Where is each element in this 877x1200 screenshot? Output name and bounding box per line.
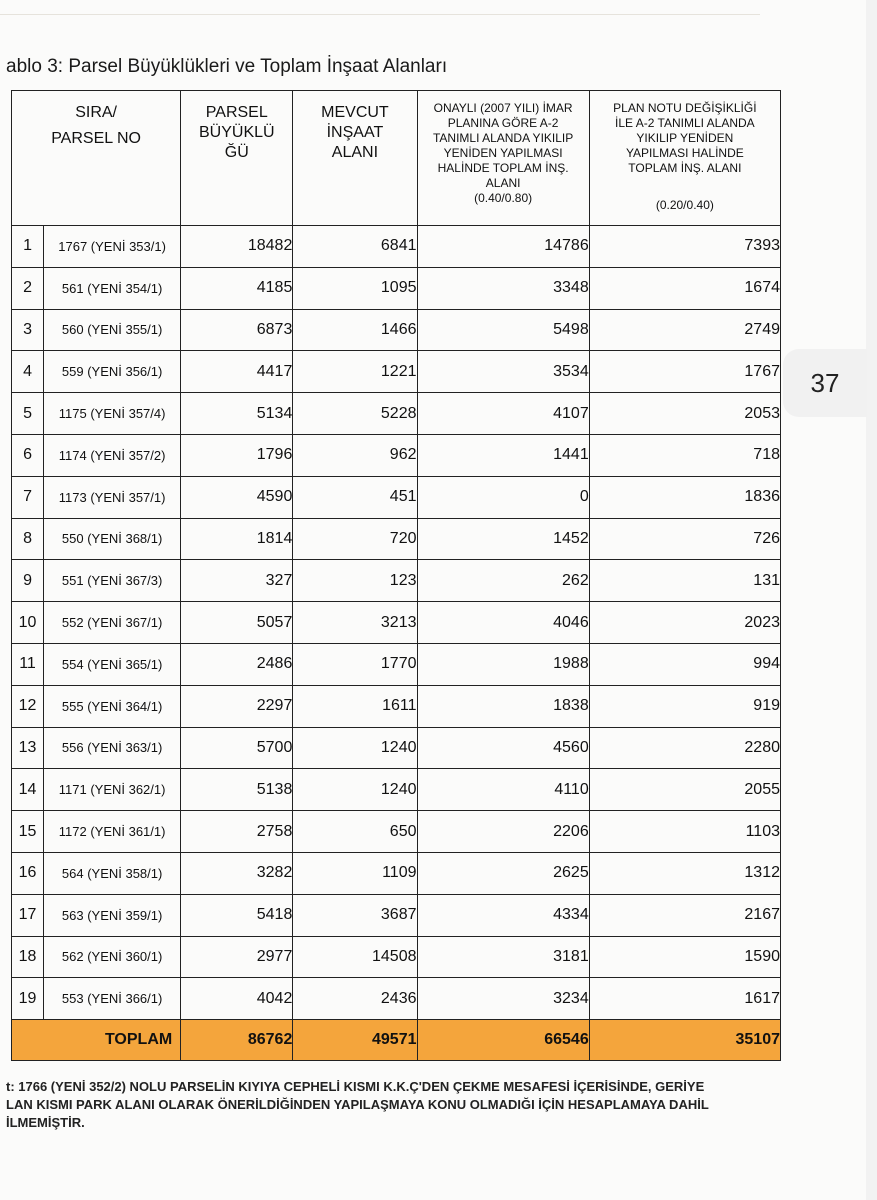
- parsel-size-cell: 4185: [181, 267, 293, 309]
- mevcut-cell: 650: [293, 811, 417, 853]
- plan-cell: 2280: [589, 727, 780, 769]
- onayli-cell: 14786: [417, 226, 589, 268]
- parsel-size-cell: 5418: [181, 894, 293, 936]
- table-row: [12, 393, 781, 435]
- sira-cell: 19: [12, 978, 44, 1020]
- parsel-size-cell: 18482: [181, 226, 293, 268]
- footnote-line: İLMEMİŞTİR.: [6, 1115, 85, 1130]
- header-sira-line1: SIRA/: [75, 104, 117, 121]
- page-number-indicator: 37: [783, 349, 867, 417]
- parsel-no-cell: 560 (YENİ 355/1): [44, 309, 181, 351]
- onayli-cell: 3534: [417, 351, 589, 393]
- header-onayli: [417, 91, 589, 226]
- plan-cell: 1767: [589, 351, 780, 393]
- total-mevcut: 49571: [293, 1020, 417, 1061]
- parcel-table: [11, 90, 781, 1061]
- mevcut-cell: 962: [293, 434, 417, 476]
- parsel-no-cell: 1174 (YENİ 357/2): [44, 434, 181, 476]
- parsel-no-cell: 562 (YENİ 360/1): [44, 936, 181, 978]
- parsel-size-cell: 2486: [181, 643, 293, 685]
- top-header-faded: [30, 0, 750, 6]
- parsel-no-cell: 555 (YENİ 364/1): [44, 685, 181, 727]
- onayli-cell: 1452: [417, 518, 589, 560]
- table-row: [12, 643, 781, 685]
- parsel-size-cell: 3282: [181, 852, 293, 894]
- table-row: [12, 727, 781, 769]
- header-row: [12, 91, 781, 226]
- plan-cell: 2167: [589, 894, 780, 936]
- footnote-line: t: 1766 (YENİ 352/2) NOLU PARSELİN KIYIYA CEPHELİ KISMI K.K.Ç'DEN ÇEKME MESAFESİ İÇERİSİNDE, GERİYE: [6, 1079, 705, 1094]
- parsel-no-cell: 553 (YENİ 366/1): [44, 978, 181, 1020]
- parsel-size-cell: 5700: [181, 727, 293, 769]
- onayli-cell: 4107: [417, 393, 589, 435]
- sira-cell: 10: [12, 602, 44, 644]
- mevcut-cell: 3687: [293, 894, 417, 936]
- plan-cell: 1836: [589, 476, 780, 518]
- parsel-size-cell: 1796: [181, 434, 293, 476]
- total-label: TOPLAM: [12, 1020, 181, 1061]
- header-plan: [589, 91, 780, 226]
- mevcut-cell: 1221: [293, 351, 417, 393]
- plan-cell: 2023: [589, 602, 780, 644]
- onayli-cell: 2625: [417, 852, 589, 894]
- sira-cell: 18: [12, 936, 44, 978]
- parsel-no-cell: 1767 (YENİ 353/1): [44, 226, 181, 268]
- header-plan-ratio: (0.20/0.40): [655, 198, 714, 212]
- mevcut-cell: 6841: [293, 226, 417, 268]
- parsel-no-cell: 564 (YENİ 358/1): [44, 852, 181, 894]
- header-mevcut-text: MEVCUT İNŞAAT ALANI: [321, 104, 389, 161]
- sira-cell: 12: [12, 685, 44, 727]
- table-row: [12, 351, 781, 393]
- table-row: [12, 852, 781, 894]
- table-row: [12, 602, 781, 644]
- sira-cell: 1: [12, 226, 44, 268]
- sira-cell: 16: [12, 852, 44, 894]
- sira-cell: 13: [12, 727, 44, 769]
- header-sira: [12, 91, 181, 226]
- sira-cell: 8: [12, 518, 44, 560]
- parsel-no-cell: 561 (YENİ 354/1): [44, 267, 181, 309]
- sira-cell: 3: [12, 309, 44, 351]
- plan-cell: 718: [589, 434, 780, 476]
- parsel-no-cell: 1173 (YENİ 357/1): [44, 476, 181, 518]
- parsel-size-cell: 4590: [181, 476, 293, 518]
- parsel-size-cell: 327: [181, 560, 293, 602]
- plan-cell: 1312: [589, 852, 780, 894]
- onayli-cell: 3348: [417, 267, 589, 309]
- table-footnote: [6, 1078, 796, 1132]
- parsel-no-cell: 563 (YENİ 359/1): [44, 894, 181, 936]
- parsel-size-cell: 2977: [181, 936, 293, 978]
- plan-cell: 2055: [589, 769, 780, 811]
- table-row: [12, 267, 781, 309]
- parsel-no-cell: 556 (YENİ 363/1): [44, 727, 181, 769]
- header-sira-line2: PARSEL NO: [51, 130, 141, 147]
- parsel-size-cell: 4042: [181, 978, 293, 1020]
- plan-cell: 1674: [589, 267, 780, 309]
- table-row: [12, 560, 781, 602]
- onayli-cell: 3181: [417, 936, 589, 978]
- onayli-cell: 1988: [417, 643, 589, 685]
- plan-cell: 726: [589, 518, 780, 560]
- mevcut-cell: 2436: [293, 978, 417, 1020]
- table-row: [12, 518, 781, 560]
- parsel-size-cell: 1814: [181, 518, 293, 560]
- mevcut-cell: 1770: [293, 643, 417, 685]
- viewer-margin: [866, 0, 877, 1200]
- mevcut-cell: 1611: [293, 685, 417, 727]
- sira-cell: 17: [12, 894, 44, 936]
- table-row: [12, 309, 781, 351]
- plan-cell: 2053: [589, 393, 780, 435]
- plan-cell: 1590: [589, 936, 780, 978]
- sira-cell: 4: [12, 351, 44, 393]
- parsel-no-cell: 1172 (YENİ 361/1): [44, 811, 181, 853]
- table-row: [12, 226, 781, 268]
- header-mevcut: [293, 91, 417, 226]
- parsel-size-cell: 2297: [181, 685, 293, 727]
- sira-cell: 5: [12, 393, 44, 435]
- table-row: [12, 811, 781, 853]
- plan-cell: 7393: [589, 226, 780, 268]
- onayli-cell: 0: [417, 476, 589, 518]
- table-row: [12, 936, 781, 978]
- mevcut-cell: 3213: [293, 602, 417, 644]
- mevcut-cell: 720: [293, 518, 417, 560]
- sira-cell: 11: [12, 643, 44, 685]
- table-body: [12, 226, 781, 1061]
- mevcut-cell: 1466: [293, 309, 417, 351]
- parsel-size-cell: 4417: [181, 351, 293, 393]
- table-row: [12, 769, 781, 811]
- onayli-cell: 2206: [417, 811, 589, 853]
- onayli-cell: 262: [417, 560, 589, 602]
- sira-cell: 7: [12, 476, 44, 518]
- plan-cell: 131: [589, 560, 780, 602]
- header-parsel: [181, 91, 293, 226]
- total-parsel: 86762: [181, 1020, 293, 1061]
- parsel-no-cell: 552 (YENİ 367/1): [44, 602, 181, 644]
- plan-cell: 994: [589, 643, 780, 685]
- sira-cell: 14: [12, 769, 44, 811]
- table-row: [12, 476, 781, 518]
- onayli-cell: 4046: [417, 602, 589, 644]
- mevcut-cell: 1240: [293, 769, 417, 811]
- header-onayli-text: ONAYLI (2007 YILI) İMAR PLANINA GÖRE A-2 TANIMLI ALANDA YIKILIP YENİDEN YAPILMASI HALİNDE TOPLAM İNŞ. ALANI: [432, 101, 574, 190]
- parsel-no-cell: 551 (YENİ 367/3): [44, 560, 181, 602]
- header-rule: [0, 14, 760, 15]
- sira-cell: 6: [12, 434, 44, 476]
- mevcut-cell: 14508: [293, 936, 417, 978]
- onayli-cell: 5498: [417, 309, 589, 351]
- parsel-no-cell: 1175 (YENİ 357/4): [44, 393, 181, 435]
- onayli-cell: 4110: [417, 769, 589, 811]
- sira-cell: 15: [12, 811, 44, 853]
- table-row: [12, 894, 781, 936]
- plan-cell: 919: [589, 685, 780, 727]
- mevcut-cell: 5228: [293, 393, 417, 435]
- onayli-cell: 4334: [417, 894, 589, 936]
- total-row: [12, 1020, 781, 1061]
- total-plan: 35107: [589, 1020, 780, 1061]
- header-parsel-text: PARSEL BÜYÜKLÜ ĞÜ: [198, 104, 275, 161]
- header-onayli-ratio: (0.40/0.80): [474, 191, 533, 205]
- mevcut-cell: 1095: [293, 267, 417, 309]
- table-row: [12, 434, 781, 476]
- table-row: [12, 978, 781, 1020]
- plan-cell: 1103: [589, 811, 780, 853]
- parsel-size-cell: 2758: [181, 811, 293, 853]
- parsel-size-cell: 5134: [181, 393, 293, 435]
- onayli-cell: 3234: [417, 978, 589, 1020]
- mevcut-cell: 1109: [293, 852, 417, 894]
- plan-cell: 2749: [589, 309, 780, 351]
- parsel-size-cell: 6873: [181, 309, 293, 351]
- parsel-size-cell: 5057: [181, 602, 293, 644]
- parsel-no-cell: 554 (YENİ 365/1): [44, 643, 181, 685]
- parsel-no-cell: 559 (YENİ 356/1): [44, 351, 181, 393]
- table-title: ablo 3: Parsel Büyüklükleri ve Toplam İnşaat Alanları: [6, 56, 448, 77]
- parsel-no-cell: 550 (YENİ 368/1): [44, 518, 181, 560]
- footnote-line: LAN KISMI PARK ALANI OLARAK ÖNERİLDİĞİNDEN YAPILAŞMAYA KONU OLMADIĞI İÇİN HESAPLAMAYA DAHİL: [6, 1097, 709, 1112]
- onayli-cell: 4560: [417, 727, 589, 769]
- onayli-cell: 1838: [417, 685, 589, 727]
- parsel-no-cell: 1171 (YENİ 362/1): [44, 769, 181, 811]
- table-row: [12, 685, 781, 727]
- header-plan-text: PLAN NOTU DEĞİŞİKLİĞİ İLE A-2 TANIMLI ALANDA YIKILIP YENİDEN YAPILMASI HALİNDE TOPLAM İNŞ. ALANI: [613, 101, 757, 175]
- parsel-size-cell: 5138: [181, 769, 293, 811]
- mevcut-cell: 1240: [293, 727, 417, 769]
- onayli-cell: 1441: [417, 434, 589, 476]
- mevcut-cell: 123: [293, 560, 417, 602]
- total-onayli: 66546: [417, 1020, 589, 1061]
- sira-cell: 9: [12, 560, 44, 602]
- plan-cell: 1617: [589, 978, 780, 1020]
- mevcut-cell: 451: [293, 476, 417, 518]
- sira-cell: 2: [12, 267, 44, 309]
